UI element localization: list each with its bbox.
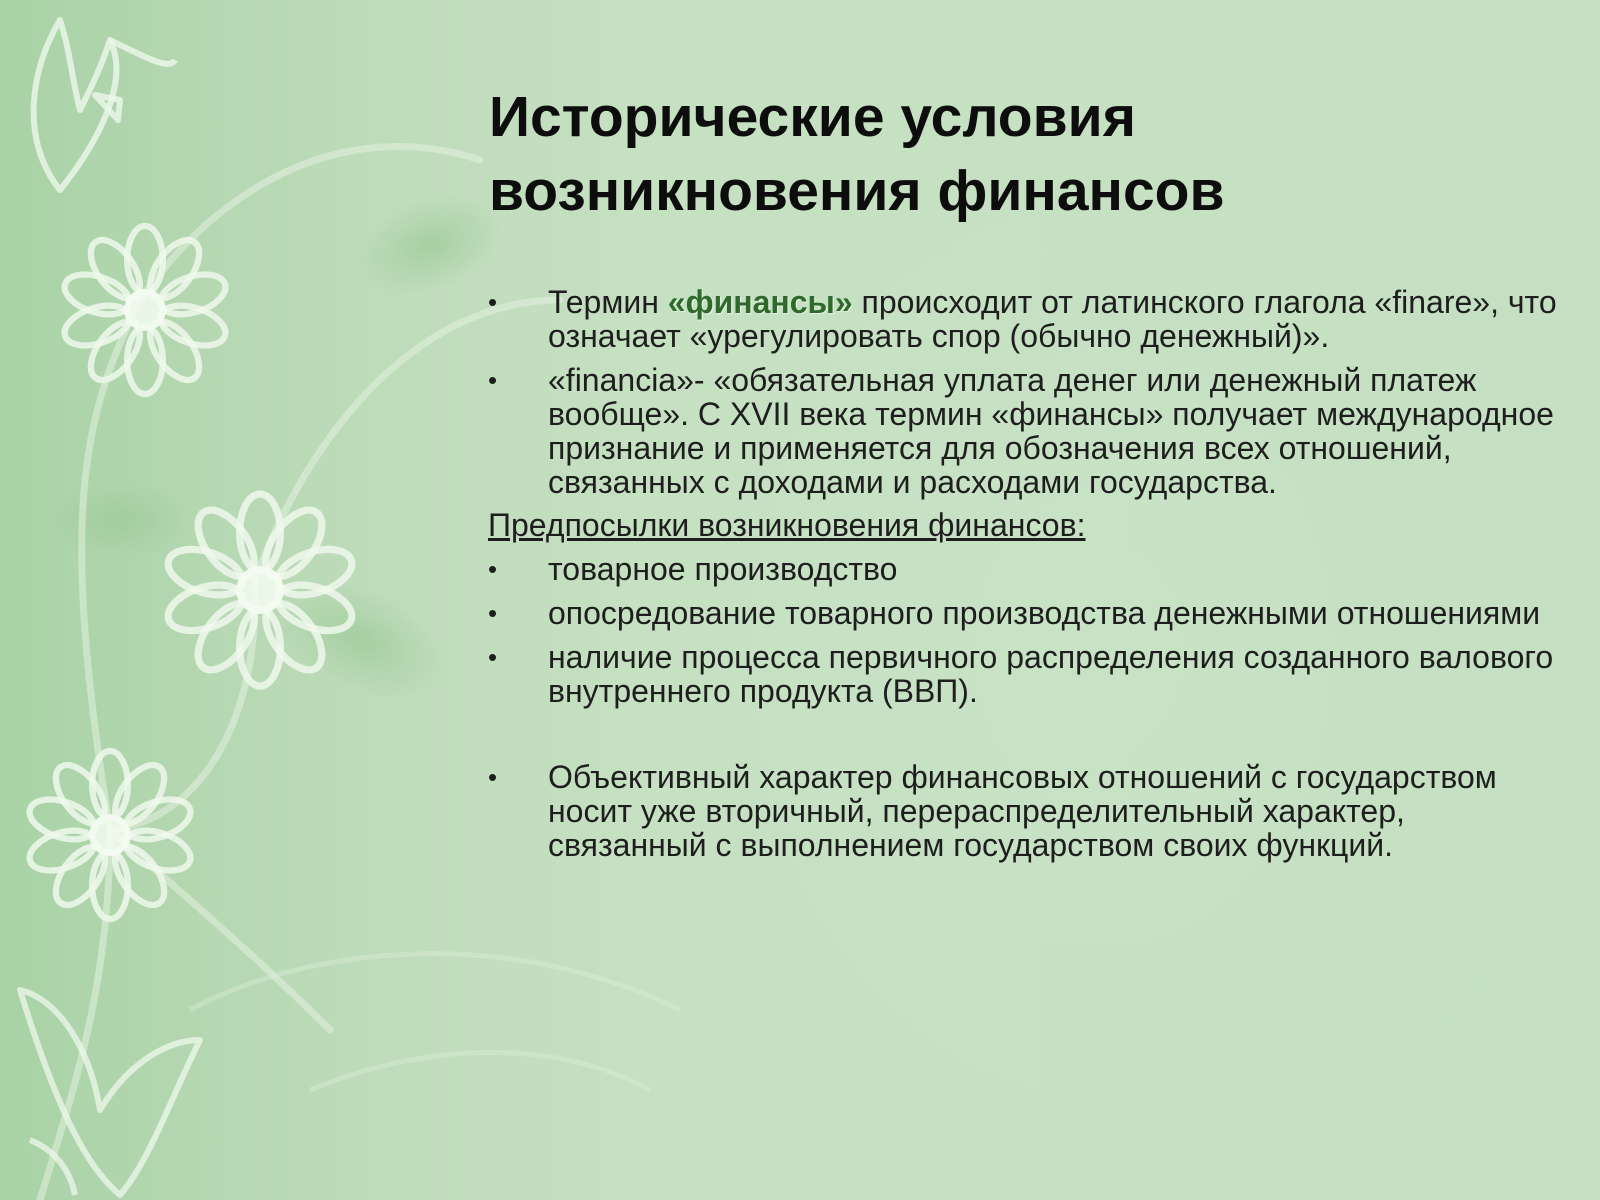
item-text-suffix: происходит от латинского глагола «finare», что означает «урегулировать спор (обычно денежный)». — [548, 284, 1557, 354]
bullet-icon: • — [488, 365, 498, 395]
item-text: опосредование товарного производства денежными отношениями — [548, 595, 1541, 631]
prerequisites-heading: Предпосылки возникновения финансов: — [488, 507, 1086, 543]
prerequisite-item — [488, 640, 1568, 708]
bullet-icon: • — [488, 642, 498, 672]
title-line-1: Исторические условия — [489, 85, 1136, 149]
slide-body — [488, 285, 1568, 862]
prerequisite-item — [488, 596, 1568, 630]
slide-title — [489, 80, 1549, 228]
bullet-icon: • — [488, 598, 498, 628]
item-text: товарное производство — [548, 551, 898, 587]
bullet-icon: • — [488, 554, 498, 584]
prerequisite-item — [488, 552, 1568, 586]
title-line-2: возникновения финансов — [489, 159, 1225, 223]
item-text: «financia»- «обязательная уплата денег или денежный платеж вообще». С XVII века термин «финансы» получает международное признание и применяется для обозначения всех отношений, связанных с доходами и расходами государства. — [548, 362, 1554, 500]
bullet-item-financia — [488, 363, 1568, 499]
item-text-prefix: Термин — [548, 284, 668, 320]
bullet-icon: • — [488, 287, 498, 317]
bullet-item-conclusion — [488, 760, 1568, 862]
item-text: наличие процесса первичного распределения созданного валового внутреннего продукта (ВВП). — [548, 639, 1554, 709]
item-text: Объективный характер финансовых отношений с государством носит уже вторичный, перераспределительный характер, связанный с выполнением государством своих функций. — [548, 759, 1497, 863]
bullet-item-finance-etymology — [488, 285, 1568, 353]
highlighted-term: «финансы» — [667, 284, 853, 320]
bullet-icon: • — [488, 762, 498, 792]
